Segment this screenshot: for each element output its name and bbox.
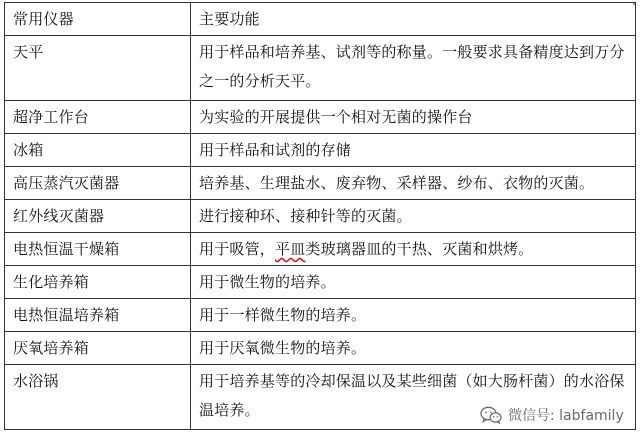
header-function: 主要功能 bbox=[191, 3, 636, 36]
table-row bbox=[5, 36, 636, 101]
table-header-row bbox=[5, 3, 636, 36]
instrument-cell: 天平 bbox=[5, 36, 191, 101]
instrument-table bbox=[4, 2, 636, 430]
function-cell: 用于样品和培养基、试剂等的称量。一般要求具备精度达到万分之一的分析天平。 bbox=[191, 36, 636, 101]
watermark bbox=[478, 404, 626, 426]
instrument-cell: 电热恒温干燥箱 bbox=[5, 233, 191, 266]
function-cell: 为实验的开展提供一个相对无菌的操作台 bbox=[191, 101, 636, 134]
watermark-text: 微信号: labfamily bbox=[508, 408, 624, 424]
instrument-cell: 厌氧培养箱 bbox=[5, 332, 191, 365]
table-row bbox=[5, 101, 636, 134]
table-row bbox=[5, 233, 636, 266]
table-row bbox=[5, 332, 636, 365]
instrument-cell: 生化培养箱 bbox=[5, 266, 191, 299]
function-cell: 进行接种环、接种针等的灭菌。 bbox=[191, 200, 636, 233]
function-cell: 用于微生物的培养。 bbox=[191, 266, 636, 299]
table-row bbox=[5, 266, 636, 299]
table-row bbox=[5, 200, 636, 233]
function-cell: 用于样品和试剂的存储 bbox=[191, 134, 636, 167]
instrument-cell: 水浴锅 bbox=[5, 365, 191, 430]
wechat-icon bbox=[480, 406, 502, 424]
table-row bbox=[5, 299, 636, 332]
instrument-cell: 超净工作台 bbox=[5, 101, 191, 134]
function-cell: 用于培养基等的冷却保温以及某些细菌（如大肠杆菌）的水浴保温培养。 bbox=[191, 365, 636, 430]
function-cell: 培养基、生理盐水、废弃物、采样器、纱布、衣物的灭菌。 bbox=[191, 167, 636, 200]
instrument-cell: 高压蒸汽灭菌器 bbox=[5, 167, 191, 200]
function-cell bbox=[191, 233, 636, 266]
instrument-cell: 冰箱 bbox=[5, 134, 191, 167]
table-row bbox=[5, 134, 636, 167]
function-cell: 用于一样微生物的培养。 bbox=[191, 299, 636, 332]
function-text: 类玻璃器皿的干热、灭菌和烘烤。 bbox=[305, 240, 534, 258]
instrument-cell: 电热恒温培养箱 bbox=[5, 299, 191, 332]
table-row bbox=[5, 167, 636, 200]
header-instrument: 常用仪器 bbox=[5, 3, 191, 36]
spellcheck-marked-text: 平皿 bbox=[275, 240, 306, 258]
instrument-cell: 红外线灭菌器 bbox=[5, 200, 191, 233]
function-text: 用于吸管， bbox=[199, 240, 276, 258]
function-cell: 用于厌氧微生物的培养。 bbox=[191, 332, 636, 365]
